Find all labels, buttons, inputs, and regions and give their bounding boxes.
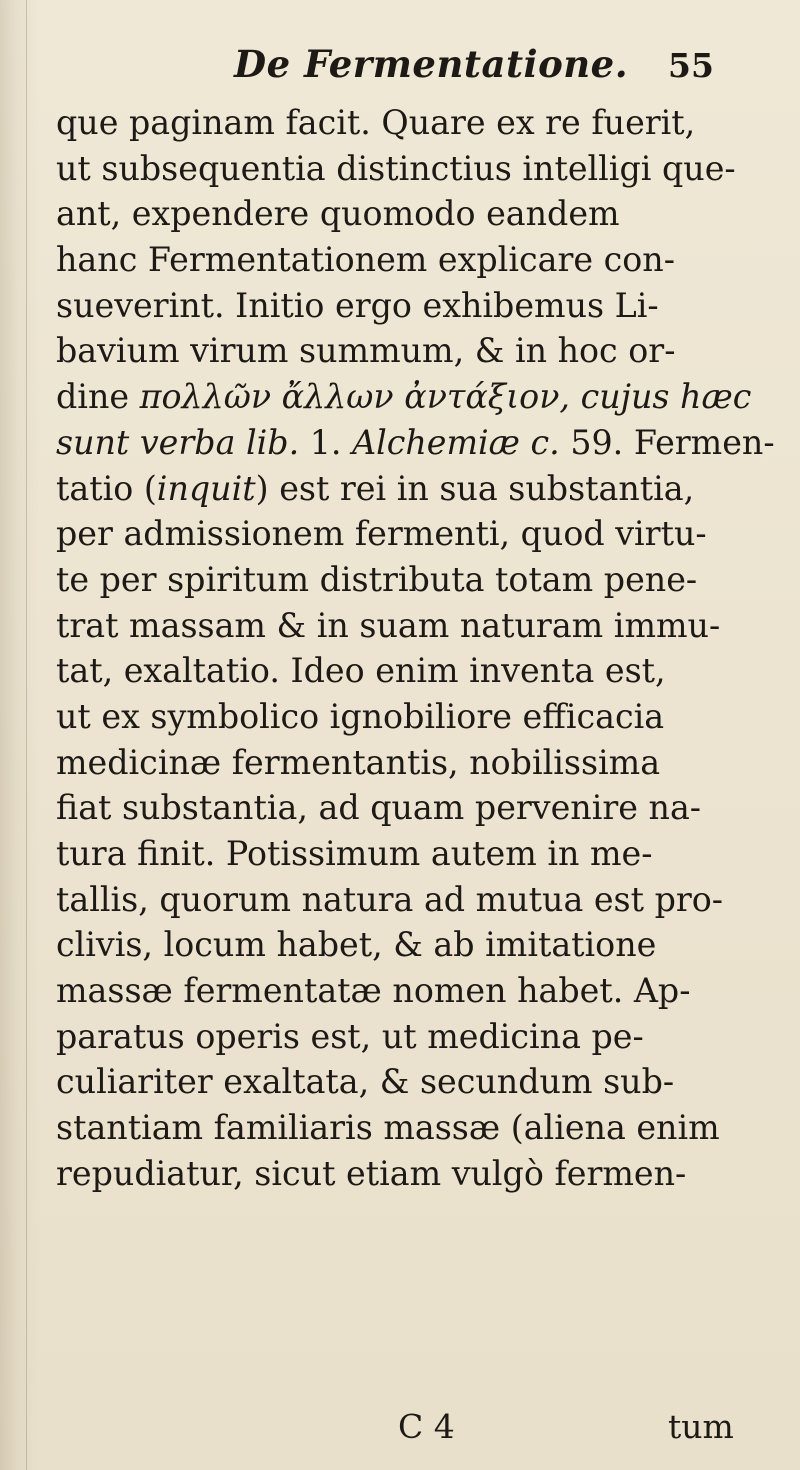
text-italic: sunt verba lib. <box>56 422 310 462</box>
text-roman: 59. Fermen- <box>559 422 775 462</box>
signature-mark: C 4 <box>398 1407 455 1446</box>
text-line: tat, exaltatio. Ideo enim inventa est, <box>56 651 666 691</box>
greek-quotation: πολλῶν ἄλλων ἀντάξιον, cujus hæc <box>139 377 752 417</box>
text-line <box>56 466 791 512</box>
running-head <box>0 42 800 102</box>
text-line: fiat substantia, ad quam pervenire na- <box>56 788 702 828</box>
text-line: paratus operis est, ut medicina pe- <box>56 1016 644 1056</box>
text-line: tura finit. Potissimum autem in me- <box>56 834 653 873</box>
text-line: per admissionem fermenti, quod virtu- <box>56 514 707 554</box>
text-line <box>56 420 791 466</box>
text-line: te per spiritum distributa totam pene- <box>56 559 698 599</box>
text-line: bavium virum summum, & in hoc or- <box>56 331 676 371</box>
text-roman: tatio ( <box>56 468 157 508</box>
text-line: culiariter exaltata, & secundum sub- <box>56 1062 675 1102</box>
text-line: clivis, locum habet, & ab imitatione <box>56 925 657 965</box>
text-line: sueverint. Initio ergo exhibemus Li- <box>56 285 659 325</box>
text-line: tallis, quorum natura ad mutua est pro- <box>56 879 724 919</box>
text-roman: dine <box>56 377 140 417</box>
text-roman: ) est rei in sua substantia, <box>255 468 695 508</box>
text-line: massæ fermentatæ nomen habet. Ap- <box>56 971 691 1011</box>
text-line: ut subsequentia distinctius intelligi que- <box>56 148 736 188</box>
text-line: ant, expendere quomodo eandem <box>56 194 620 234</box>
text-line <box>56 374 791 420</box>
text-line: ut ex symbolico ignobiliore efficacia <box>56 696 665 736</box>
text-line: repudiatur, sicut etiam vulgò fermen- <box>56 1153 687 1193</box>
text-line: stantiam familiaris massæ (aliena enim <box>56 1108 720 1148</box>
running-head-title: De Fermentatione. <box>234 42 629 86</box>
body-text <box>56 100 796 1197</box>
text-line: hanc Fermentationem explicare con- <box>56 240 675 280</box>
catchline <box>0 1407 800 1453</box>
text-line: trat massam & in suam naturam immu- <box>56 605 721 645</box>
text-line: que paginam facit. Quare ex re fuerit, <box>56 103 696 142</box>
text-italic: inquit <box>156 468 256 508</box>
catchword: tum <box>668 1407 734 1446</box>
text-line: medicinæ fermentantis, nobilissima <box>56 742 661 782</box>
book-citation: Alchemiæ c. <box>352 422 560 462</box>
page-gutter-edge <box>26 0 27 1470</box>
page-number: 55 <box>668 46 714 85</box>
text-roman: 1. <box>309 422 353 462</box>
